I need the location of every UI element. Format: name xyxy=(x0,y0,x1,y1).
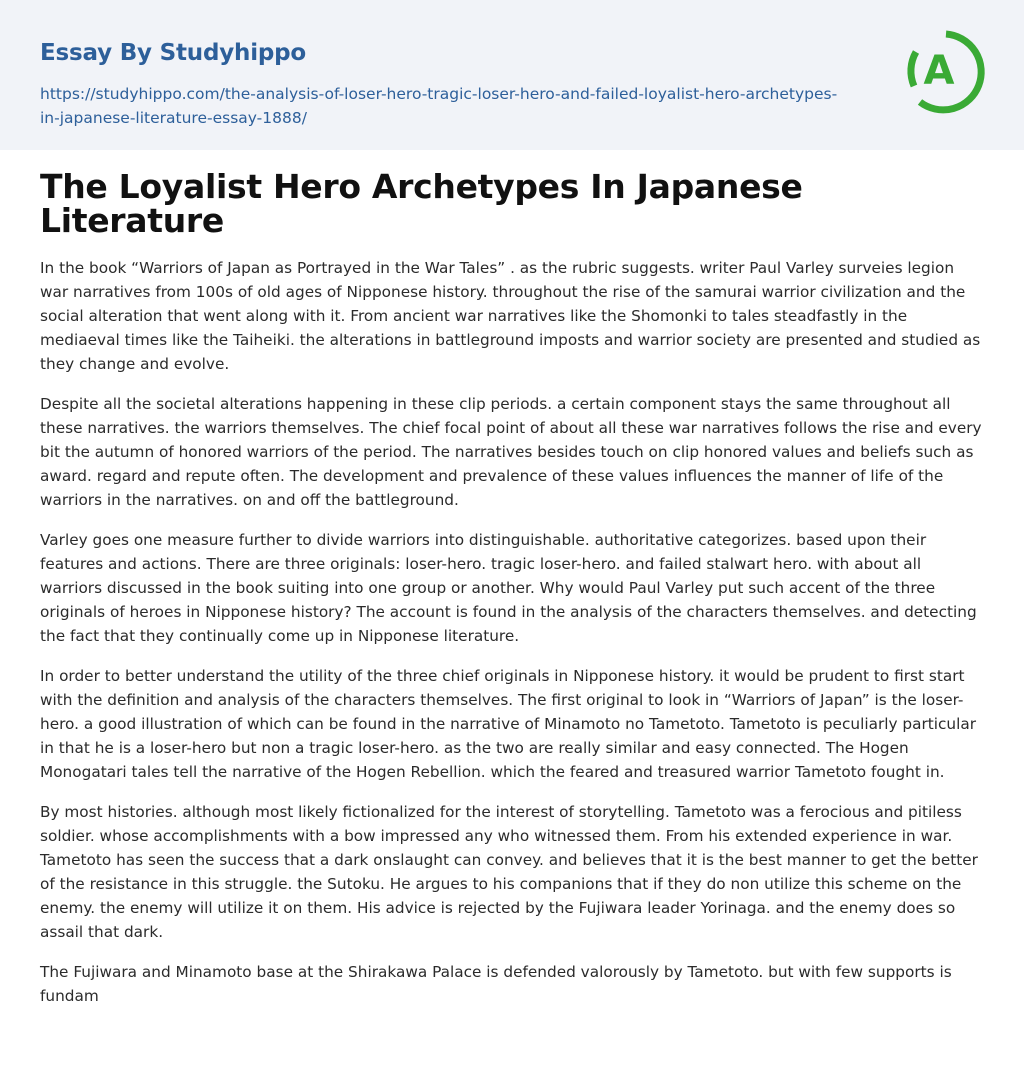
essay-content xyxy=(40,167,984,1024)
essay-paragraph: By most histories. although most likely fictionalized for the interest of storytelling. Tametoto was a ferocious and pitiless soldier. whose accomplishments with a bow impressed any who witnessed them. From his extended experience in war. Tametoto has seen the success that a dark onslaught can convey. and believes that it is the best manner to get the better of the resistance in this struggle. the Sutoku. He argues to his companions that if they do non utilize this scheme on the enemy. the enemy will utilize it on them. His advice is rejected by the Fujiwara leader Yorinaga. and the enemy does so assail that dark. xyxy=(40,803,978,941)
essay-url-link[interactable]: https://studyhippo.com/the-analysis-of-loser-hero-tragic-loser-hero-and-failed-loyalist-hero-archetypes-in-japanese-literature-essay-1888/ xyxy=(40,85,838,127)
essay-paragraph: In order to better understand the utility of the three chief originals in Nipponese history. it would be prudent to first start with the definition and analysis of the characters themselves. The first original to look in “Warriors of Japan” is the loser-hero. a good illustration of which can be found in the narrative of Minamoto no Tametoto. Tametoto is peculiarly particular in that he is a loser-hero but non a tragic loser-hero. as the two are really similar and easy connected. The Hogen Monogatari tales tell the narrative of the Hogen Rebellion. which the feared and treasured warrior Tametoto fought in. xyxy=(40,667,977,781)
logo-letter: A xyxy=(923,48,955,94)
essay-title: The Loyalist Hero Archetypes In Japanese Literature xyxy=(40,167,803,240)
essay-paragraph: Varley goes one measure further to divide warriors into distinguishable. authoritative categorizes. based upon their features and actions. There are three originals: loser-hero. tragic loser-hero. and failed stalwart hero. with about all warriors discussed in the book suiting into one group or another. Why would Paul Varley put such accent of the three originals of heroes in Nipponese history? The account is found in the analysis of the characters themselves. and detecting the fact that they continually come up in Nipponese literature. xyxy=(40,531,977,645)
essay-paragraph: The Fujiwara and Minamoto base at the Shirakawa Palace is defended valorously by Tametoto. but with few supports is fundam xyxy=(40,963,952,1005)
site-brand[interactable]: Essay By Studyhippo xyxy=(40,40,307,66)
studyhippo-logo-icon[interactable] xyxy=(906,28,990,116)
essay-paragraph: In the book “Warriors of Japan as Portrayed in the War Tales” . as the rubric suggests. writer Paul Varley surveies legion war narratives from 100s of old ages of Nipponese history. throughout the rise of the samurai warrior civilization and the social alteration that went along with it. From ancient war narratives like the Shomonki to tales steadfastly in the mediaeval times like the Taiheiki. the alterations in battleground imposts and warrior society are presented and studied as they change and evolve. xyxy=(40,259,981,373)
page-header xyxy=(0,0,1024,150)
essay-paragraph: Despite all the societal alterations happening in these clip periods. a certain component stays the same throughout all these narratives. the warriors themselves. The chief focal point of about all these war narratives follows the rise and every bit the autumn of honored warriors of the period. The narratives besides touch on clip honored values and beliefs such as award. regard and repute often. The development and prevalence of these values influences the manner of life of the warriors in the narratives. on and off the battleground. xyxy=(40,395,982,509)
